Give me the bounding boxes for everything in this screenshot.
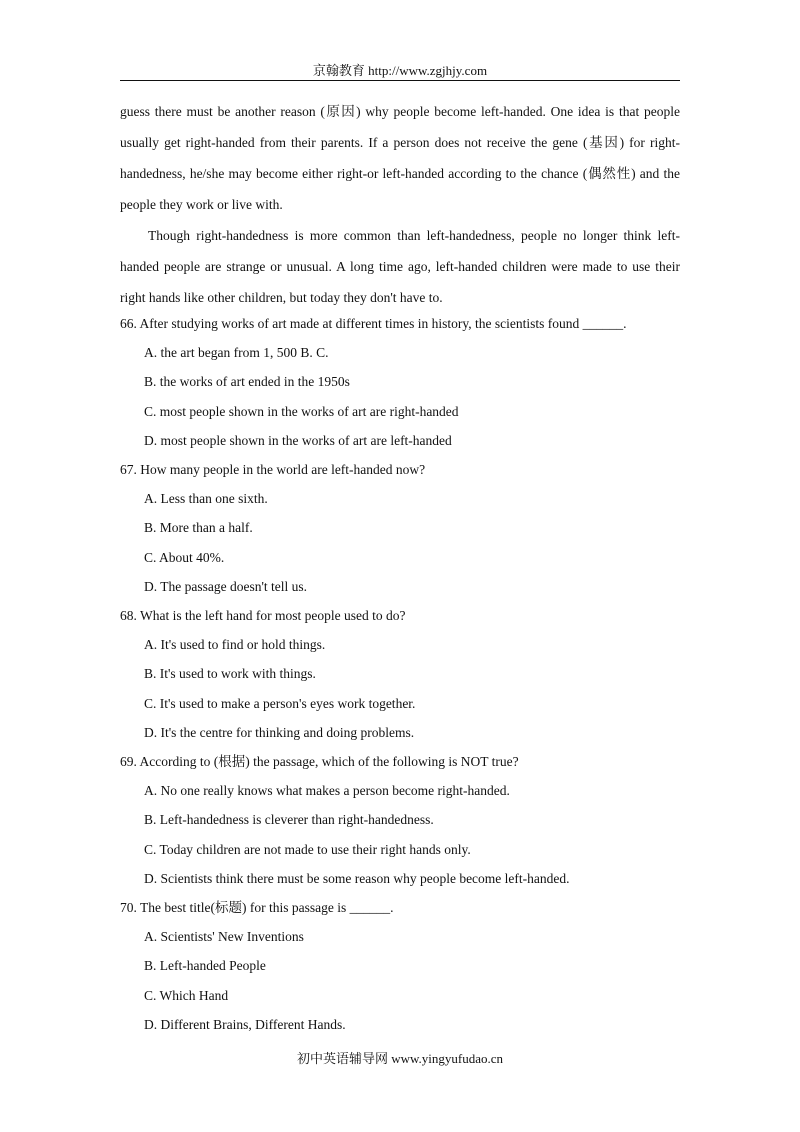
reading-passage (120, 96, 680, 313)
answer-option: C. Today children are not made to use their right hands only. (144, 841, 471, 857)
answer-option: D. The passage doesn't tell us. (144, 578, 308, 594)
question-stem: 69. According to (根据) the passage, which of the following is NOT true? (120, 754, 519, 770)
answer-option: C. Which Hand (144, 987, 229, 1003)
answer-option: B. Left-handed People (144, 958, 266, 974)
question-stem: 70. The best title(标题) for this passage is ______. (120, 900, 394, 916)
answer-option: A. It's used to find or hold things. (144, 637, 326, 653)
answer-option: D. Different Brains, Different Hands. (144, 1016, 346, 1032)
question-70 (120, 893, 680, 1039)
question-69 (120, 747, 680, 893)
answer-option: C. most people shown in the works of art are right-handed (144, 403, 459, 419)
answer-option: B. It's used to work with things. (144, 666, 316, 682)
answer-option: D. Scientists think there must be some reason why people become left-handed. (144, 870, 570, 886)
question-stem: 67. How many people in the world are left-handed now? (120, 462, 426, 478)
header-divider (120, 80, 680, 81)
question-stem: 66. After studying works of art made at different times in history, the scientists found ______. (120, 316, 627, 331)
answer-option: B. More than a half. (144, 520, 253, 536)
passage-paragraph: guess there must be another reason (原因) why people become left-handed. One idea is that people usually get right-handed from their parents. If a person does not receive the gene (基因) for right-handedness, he/she may become either right-or left-handed according to the chance (偶然性) and the people they work or live with. (120, 104, 680, 212)
page-header: 京翰教育 http://www.zgjhjy.com (312, 63, 488, 78)
question-stem: 68. What is the left hand for most people used to do? (120, 608, 406, 624)
page-footer: 初中英语辅导网 www.yingyufudao.cn (296, 1051, 504, 1066)
answer-option: A. the art began from 1, 500 B. C. (144, 345, 329, 361)
question-list (120, 309, 680, 1039)
answer-option: D. It's the centre for thinking and doing problems. (144, 724, 415, 740)
answer-option: D. most people shown in the works of art are left-handed (144, 432, 452, 448)
question-67 (120, 455, 680, 601)
passage-paragraph: Though right-handedness is more common than left-handedness, people no longer think left-handed people are strange or unusual. A long time ago, left-handed children were made to use their right hands like other children, but today they don't have to. (120, 228, 680, 305)
question-68 (120, 601, 680, 747)
answer-option: A. Scientists' New Inventions (144, 929, 304, 945)
answer-option: B. Left-handedness is cleverer than right-handedness. (144, 812, 434, 828)
answer-option: B. the works of art ended in the 1950s (144, 374, 350, 390)
answer-option: C. It's used to make a person's eyes work together. (144, 695, 416, 711)
answer-option: C. About 40%. (144, 549, 225, 565)
answer-option: A. No one really knows what makes a person become right-handed. (144, 783, 510, 799)
question-66 (120, 309, 680, 455)
answer-option: A. Less than one sixth. (144, 491, 268, 507)
